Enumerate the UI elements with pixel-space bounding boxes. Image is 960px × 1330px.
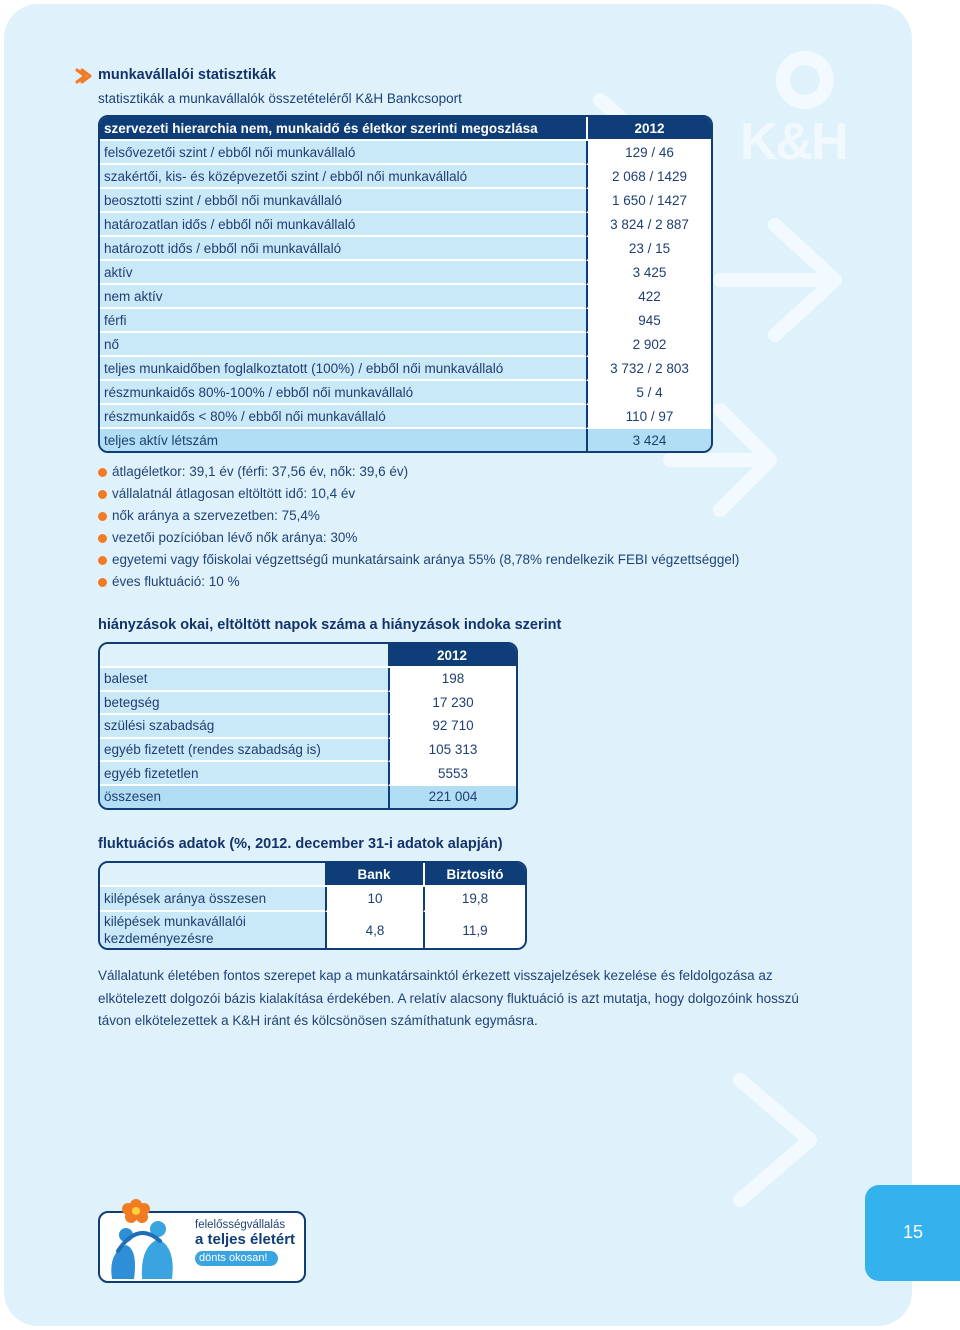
- row-label: férfi: [100, 309, 586, 333]
- row-label: betegség: [100, 692, 388, 716]
- flower-icon: [122, 1199, 150, 1223]
- row-label: teljes aktív létszám: [100, 429, 586, 451]
- table-total-row: [100, 786, 516, 808]
- section-title-employee-stats: munkavállalói statisztikák: [98, 67, 277, 83]
- row-value: 3 732 / 2 803: [586, 357, 711, 381]
- page-number: 15: [903, 1222, 924, 1242]
- row-label: aktív: [100, 261, 586, 285]
- table-row: [100, 887, 525, 912]
- row-label: határozatlan idős / ebből női munkavállaló: [100, 213, 586, 237]
- table-row: [100, 739, 516, 763]
- row-label: egyéb fizetetlen: [100, 762, 388, 786]
- list-item: [98, 528, 739, 550]
- row-label: beosztotti szint / ebből női munkavállaló: [100, 189, 586, 213]
- section-subtitle: statisztikák a munkavállalók összetételéről K&H Bankcsoport: [98, 91, 462, 106]
- badge-slogan: dönts okosan!: [195, 1251, 278, 1266]
- section-title-absences: hiányzások okai, eltöltött napok száma a hiányzások indoka szerint: [98, 617, 562, 633]
- row-value: 945: [586, 309, 711, 333]
- absence-table: [98, 642, 518, 810]
- row-label: szülési szabadság: [100, 715, 388, 739]
- people-icon: [98, 1191, 198, 1283]
- row-value: 198: [388, 668, 516, 692]
- bullet-dot-icon: [98, 468, 107, 477]
- column-header: [100, 644, 388, 668]
- kh-watermark-logo: K&H: [740, 113, 847, 171]
- table-header-row: [100, 117, 711, 141]
- column-header: [100, 863, 325, 887]
- row-value: 3 424: [586, 429, 711, 451]
- badge-line2: a teljes életért: [195, 1231, 296, 1248]
- row-value: 23 / 15: [586, 237, 711, 261]
- row-value: 110 / 97: [586, 405, 711, 429]
- column-header: 2012: [388, 644, 516, 668]
- bullet-dot-icon: [98, 556, 107, 565]
- row-label: részmunkaidős 80%-100% / ebből női munkavállaló: [100, 381, 586, 405]
- table-row: [100, 357, 711, 381]
- list-item-text: éves fluktuáció: 10 %: [112, 574, 240, 589]
- csr-badge: [98, 1211, 306, 1283]
- table-row: [100, 333, 711, 357]
- row-value-insurance: 11,9: [423, 912, 525, 948]
- row-label: kilépések aránya összesen: [100, 887, 325, 912]
- column-header: szervezeti hierarchia nem, munkaidő és életkor szerinti megoszlása: [100, 117, 586, 141]
- row-value: 2 068 / 1429: [586, 165, 711, 189]
- table-row: [100, 141, 711, 165]
- table-row: [100, 715, 516, 739]
- arrow-right-icon: [75, 68, 93, 84]
- column-header: Bank: [325, 863, 423, 887]
- row-value-bank: 4,8: [325, 912, 423, 948]
- bullet-dot-icon: [98, 490, 107, 499]
- employee-facts-list: [98, 462, 739, 594]
- table-row: [100, 381, 711, 405]
- table-row: [100, 692, 516, 716]
- row-label: felsővezetői szint / ebből női munkavállaló: [100, 141, 586, 165]
- table-row: [100, 213, 711, 237]
- bullet-dot-icon: [98, 512, 107, 521]
- fluctuation-table: [98, 861, 527, 950]
- row-label: nem aktív: [100, 285, 586, 309]
- table-row: [100, 405, 711, 429]
- row-label: határozott idős / ebből női munkavállaló: [100, 237, 586, 261]
- row-label: teljes munkaidőben foglalkoztatott (100%) / ebből női munkavállaló: [100, 357, 586, 381]
- row-label: baleset: [100, 668, 388, 692]
- table-row: [100, 668, 516, 692]
- row-value: 3 824 / 2 887: [586, 213, 711, 237]
- list-item-text: vezetői pozícióban lévő nők aránya: 30%: [112, 530, 358, 545]
- row-value: 92 710: [388, 715, 516, 739]
- table-row: [100, 285, 711, 309]
- row-value: 129 / 46: [586, 141, 711, 165]
- row-value: 2 902: [586, 333, 711, 357]
- row-value-insurance: 19,8: [423, 887, 525, 912]
- table-row: [100, 762, 516, 786]
- row-label: szakértői, kis- és középvezetői szint / ebből női munkavállaló: [100, 165, 586, 189]
- table-header-row: [100, 863, 525, 887]
- table-row: [100, 165, 711, 189]
- row-value: 105 313: [388, 739, 516, 763]
- row-value: 5 / 4: [586, 381, 711, 405]
- row-value: 1 650 / 1427: [586, 189, 711, 213]
- row-value: 5553: [388, 762, 516, 786]
- table-row: [100, 189, 711, 213]
- list-item: [98, 572, 739, 594]
- bullet-dot-icon: [98, 578, 107, 587]
- row-value: 221 004: [388, 786, 516, 808]
- row-label: részmunkaidős < 80% / ebből női munkavállaló: [100, 405, 586, 429]
- row-value-bank: 10: [325, 887, 423, 912]
- table-header-row: [100, 644, 516, 668]
- employee-stats-table: [98, 115, 713, 453]
- list-item-text: vállalatnál átlagosan eltöltött idő: 10,4 év: [112, 486, 356, 501]
- list-item: [98, 484, 739, 506]
- row-label: kilépések munkavállalói kezdeményezésre: [100, 912, 325, 948]
- column-header: 2012: [586, 117, 711, 141]
- list-item-text: átlagéletkor: 39,1 év (férfi: 37,56 év, nők: 39,6 év): [112, 464, 409, 479]
- row-label: egyéb fizetett (rendes szabadság is): [100, 739, 388, 763]
- table-row: [100, 309, 711, 333]
- table-row: [100, 912, 525, 948]
- bullet-dot-icon: [98, 534, 107, 543]
- list-item-text: nők aránya a szervezetben: 75,4%: [112, 508, 320, 523]
- row-label: összesen: [100, 786, 388, 808]
- list-item: [98, 506, 739, 528]
- column-header: Biztosító: [423, 863, 525, 887]
- section-title-fluctuation: fluktuációs adatok (%, 2012. december 31-i adatok alapján): [98, 836, 503, 852]
- table-row: [100, 237, 711, 261]
- row-label: nő: [100, 333, 586, 357]
- row-value: 3 425: [586, 261, 711, 285]
- body-paragraph: Vállalatunk életében fontos szerepet kap a munkatársainktól érkezett visszajelzések kezelése és feldolgozása az elkötelezett dolgozói bázis kialakítása érdekében. A relatív alacsony fluktuáció is azt mutatja, hogy dolgozóink hosszú távon elkötelezettek a K&H iránt és kölcsönösen számíthatunk egymásra.: [98, 968, 799, 1028]
- list-item: [98, 462, 739, 484]
- list-item: [98, 550, 739, 572]
- row-value: 422: [586, 285, 711, 309]
- table-row: [100, 261, 711, 285]
- badge-text: [195, 1219, 295, 1266]
- row-value: 17 230: [388, 692, 516, 716]
- list-item-text: egyetemi vagy főiskolai végzettségű munkatársaink aránya 55% (8,78% rendelkezik FEBI végzettséggel): [112, 552, 740, 567]
- badge-line1: felelősségvállalás: [195, 1219, 286, 1231]
- table-total-row: [100, 429, 711, 451]
